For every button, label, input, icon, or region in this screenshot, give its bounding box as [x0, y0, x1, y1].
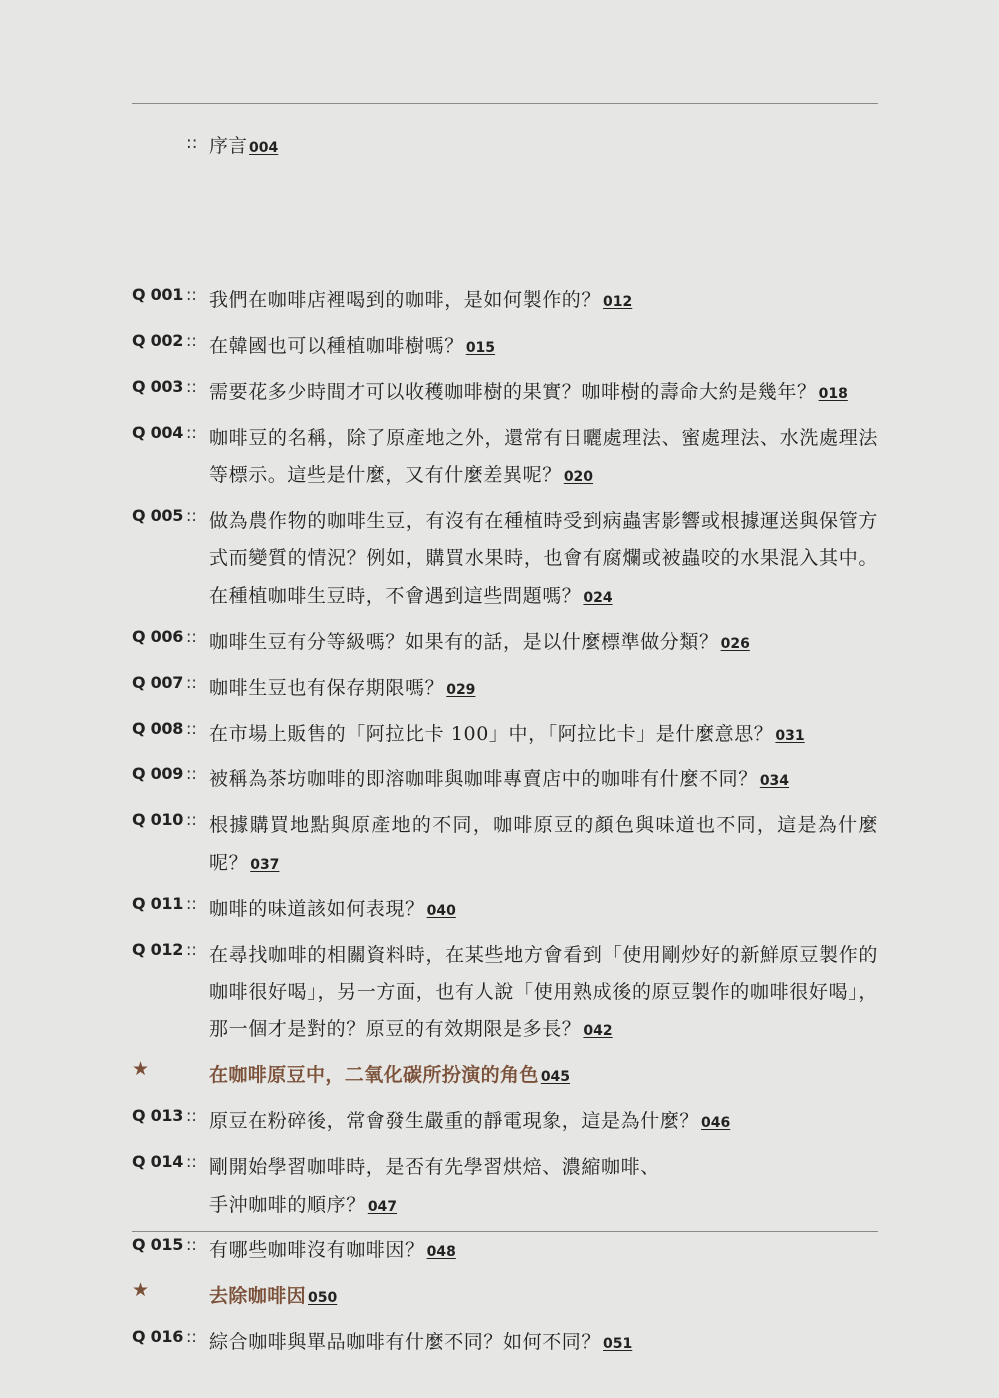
page-number[interactable]: 031: [775, 727, 805, 744]
entry-body: [209, 1278, 878, 1317]
preface-text: [209, 131, 278, 158]
entry-text: 被稱為茶坊咖啡的即溶咖啡與咖啡專賣店中的咖啡有什麼不同？: [209, 768, 758, 791]
entry-body: [209, 1057, 878, 1096]
toc-entry[interactable]: [132, 1149, 878, 1226]
page-number[interactable]: 048: [426, 1244, 456, 1261]
entry-text: 我們在咖啡店裡喝到的咖啡，是如何製作的？: [209, 289, 602, 311]
question-number: Q 013: [132, 1106, 184, 1126]
toc-entry[interactable]: [132, 1324, 878, 1363]
separator: ::: [186, 285, 197, 304]
question-number: Q 014: [132, 1152, 184, 1172]
page-number[interactable]: 046: [701, 1115, 731, 1132]
entry-body: [209, 670, 878, 709]
entry-body: [209, 420, 878, 497]
toc-entry[interactable]: [132, 624, 878, 663]
toc-entry[interactable]: [132, 503, 878, 617]
page-number[interactable]: 042: [583, 1023, 613, 1040]
question-number: Q 004: [132, 422, 184, 442]
entry-text: 咖啡的味道該如何表現？: [209, 897, 425, 920]
entry-body: [209, 716, 878, 755]
toc-entry[interactable]: [132, 761, 878, 800]
question-number: Q 006: [132, 626, 184, 646]
separator: ::: [186, 626, 197, 646]
entry-body: [209, 328, 878, 367]
entry-text: 咖啡豆的名稱，除了原產地之外，還常有日曬處理法、蜜處理法、水洗處理法等標示。這些是什麼，又有什麼差異呢？: [209, 426, 878, 487]
entry-text: 在咖啡原豆中，二氧化碳所扮演的角色: [209, 1064, 539, 1087]
star-icon: ★: [132, 1279, 150, 1302]
page-number[interactable]: 024: [583, 589, 613, 606]
question-number: Q 011: [132, 893, 184, 913]
question-number: Q 002: [132, 330, 184, 350]
page-number[interactable]: 026: [720, 635, 750, 652]
page-number[interactable]: 047: [367, 1198, 398, 1215]
toc-entry[interactable]: [132, 1103, 878, 1142]
separator: ::: [186, 1152, 197, 1172]
entry-text: 在尋找咖啡的相關資料時，在某些地方會看到「使用剛炒好的新鮮原豆製作的咖啡很好喝」，另一方面，也有人說「使用熟成後的原豆製作的咖啡很好喝」，那一個才是對的？原豆的有效期限是多長？: [209, 943, 878, 1041]
separator: ::: [186, 506, 197, 526]
entry-body: [209, 503, 878, 617]
page-number[interactable]: 045: [540, 1069, 571, 1086]
separator: ::: [186, 1106, 197, 1126]
question-number: Q 012: [132, 939, 184, 959]
toc-entry[interactable]: [132, 716, 878, 755]
entry-text: 有哪些咖啡沒有咖啡因？: [209, 1239, 425, 1262]
entry-text: 根據購買地點與原產地的不同，咖啡原豆的顏色與味道也不同，這是為什麼呢？: [209, 814, 878, 874]
entry-text: 咖啡生豆有分等級嗎？如果有的話，是以什麼標準做分類？: [209, 630, 719, 653]
entry-text: 去除咖啡因: [209, 1285, 307, 1308]
page-number[interactable]: 020: [563, 469, 594, 486]
entry-body: [209, 374, 878, 413]
entry-text: 在市場上販售的「阿拉比卡 100」中，「阿拉比卡」是什麼意思？: [209, 722, 774, 745]
entry-text: 手沖咖啡的順序？: [209, 1193, 366, 1216]
page-number[interactable]: 034: [759, 773, 790, 790]
question-number: Q 009: [132, 764, 184, 784]
question-number: Q 001: [132, 285, 184, 304]
separator: ::: [186, 810, 197, 830]
toc-entry[interactable]: [132, 420, 878, 497]
toc-entry[interactable]: [132, 282, 878, 321]
question-number: Q 015: [132, 1235, 184, 1255]
page-number[interactable]: 050: [308, 1290, 338, 1307]
page-number[interactable]: 004: [249, 140, 279, 156]
separator: ::: [186, 939, 197, 959]
entry-body: [209, 1149, 878, 1226]
page-number[interactable]: 037: [250, 856, 280, 873]
separator: ::: [186, 422, 197, 442]
page-number[interactable]: 051: [603, 1336, 633, 1353]
entry-body: [209, 937, 878, 1051]
entry-body: [209, 761, 878, 800]
question-number: Q 005: [132, 506, 184, 526]
toc-entry[interactable]: [132, 374, 878, 413]
question-number: Q 010: [132, 810, 184, 830]
toc-highlight-entry[interactable]: [132, 1278, 878, 1317]
preface-entry[interactable]: [132, 131, 878, 159]
separator: ::: [186, 330, 197, 350]
question-number: Q 016: [132, 1327, 184, 1347]
question-number: Q 008: [132, 718, 184, 738]
separator: ::: [186, 672, 197, 692]
separator: ::: [186, 133, 198, 153]
entry-body: [209, 624, 878, 663]
entry-text: 咖啡生豆也有保存期限嗎？: [209, 676, 445, 699]
toc-entry[interactable]: [132, 328, 878, 367]
toc-entry[interactable]: [132, 1232, 878, 1271]
entry-text: 剛開始學習咖啡時，是否有先學習烘焙、濃縮咖啡、: [209, 1156, 660, 1179]
toc-entry[interactable]: [132, 670, 878, 709]
question-number: Q 007: [132, 672, 184, 692]
separator: ::: [186, 376, 197, 396]
page-number[interactable]: 015: [465, 339, 496, 356]
entry-text: 原豆在粉碎後，常會發生嚴重的靜電現象，這是為什麼？: [209, 1110, 700, 1133]
entry-body: [209, 807, 878, 884]
preface-title: 序言: [209, 135, 248, 157]
table-of-contents: [132, 282, 878, 1370]
entry-text: 做為農作物的咖啡生豆，有沒有在種植時受到病蟲害影響或根據運送與保管方式而變質的情況？例如，購買水果時，也會有腐爛或被蟲咬的水果混入其中。在種植咖啡生豆時，不會遇到這些問題嗎？: [209, 510, 878, 607]
entry-text: 綜合咖啡與單品咖啡有什麼不同？如何不同？: [209, 1331, 602, 1354]
toc-entry[interactable]: [132, 891, 878, 930]
page-number[interactable]: 018: [818, 385, 848, 402]
top-rule: [132, 103, 878, 104]
separator: ::: [186, 1327, 197, 1347]
entry-body: [209, 1103, 878, 1142]
page-number[interactable]: 012: [603, 294, 633, 310]
separator: ::: [186, 718, 197, 738]
page-number[interactable]: 040: [426, 902, 456, 919]
entry-text: 在韓國也可以種植咖啡樹嗎？: [209, 334, 464, 357]
question-number: Q 003: [132, 376, 184, 396]
separator: ::: [186, 764, 197, 784]
separator: ::: [186, 893, 197, 913]
entry-body: [209, 891, 878, 930]
page-number[interactable]: 029: [446, 681, 476, 698]
entry-text: 需要花多少時間才可以收穫咖啡樹的果實？咖啡樹的壽命大約是幾年？: [209, 380, 817, 403]
separator: ::: [186, 1235, 197, 1255]
entry-body: [209, 1232, 878, 1271]
toc-highlight-entry[interactable]: [132, 1057, 878, 1096]
entry-body: [209, 282, 878, 321]
bottom-rule: [132, 1231, 878, 1232]
entry-body: [209, 1324, 878, 1363]
toc-entry[interactable]: [132, 807, 878, 884]
star-icon: ★: [132, 1058, 150, 1081]
toc-entry[interactable]: [132, 937, 878, 1051]
